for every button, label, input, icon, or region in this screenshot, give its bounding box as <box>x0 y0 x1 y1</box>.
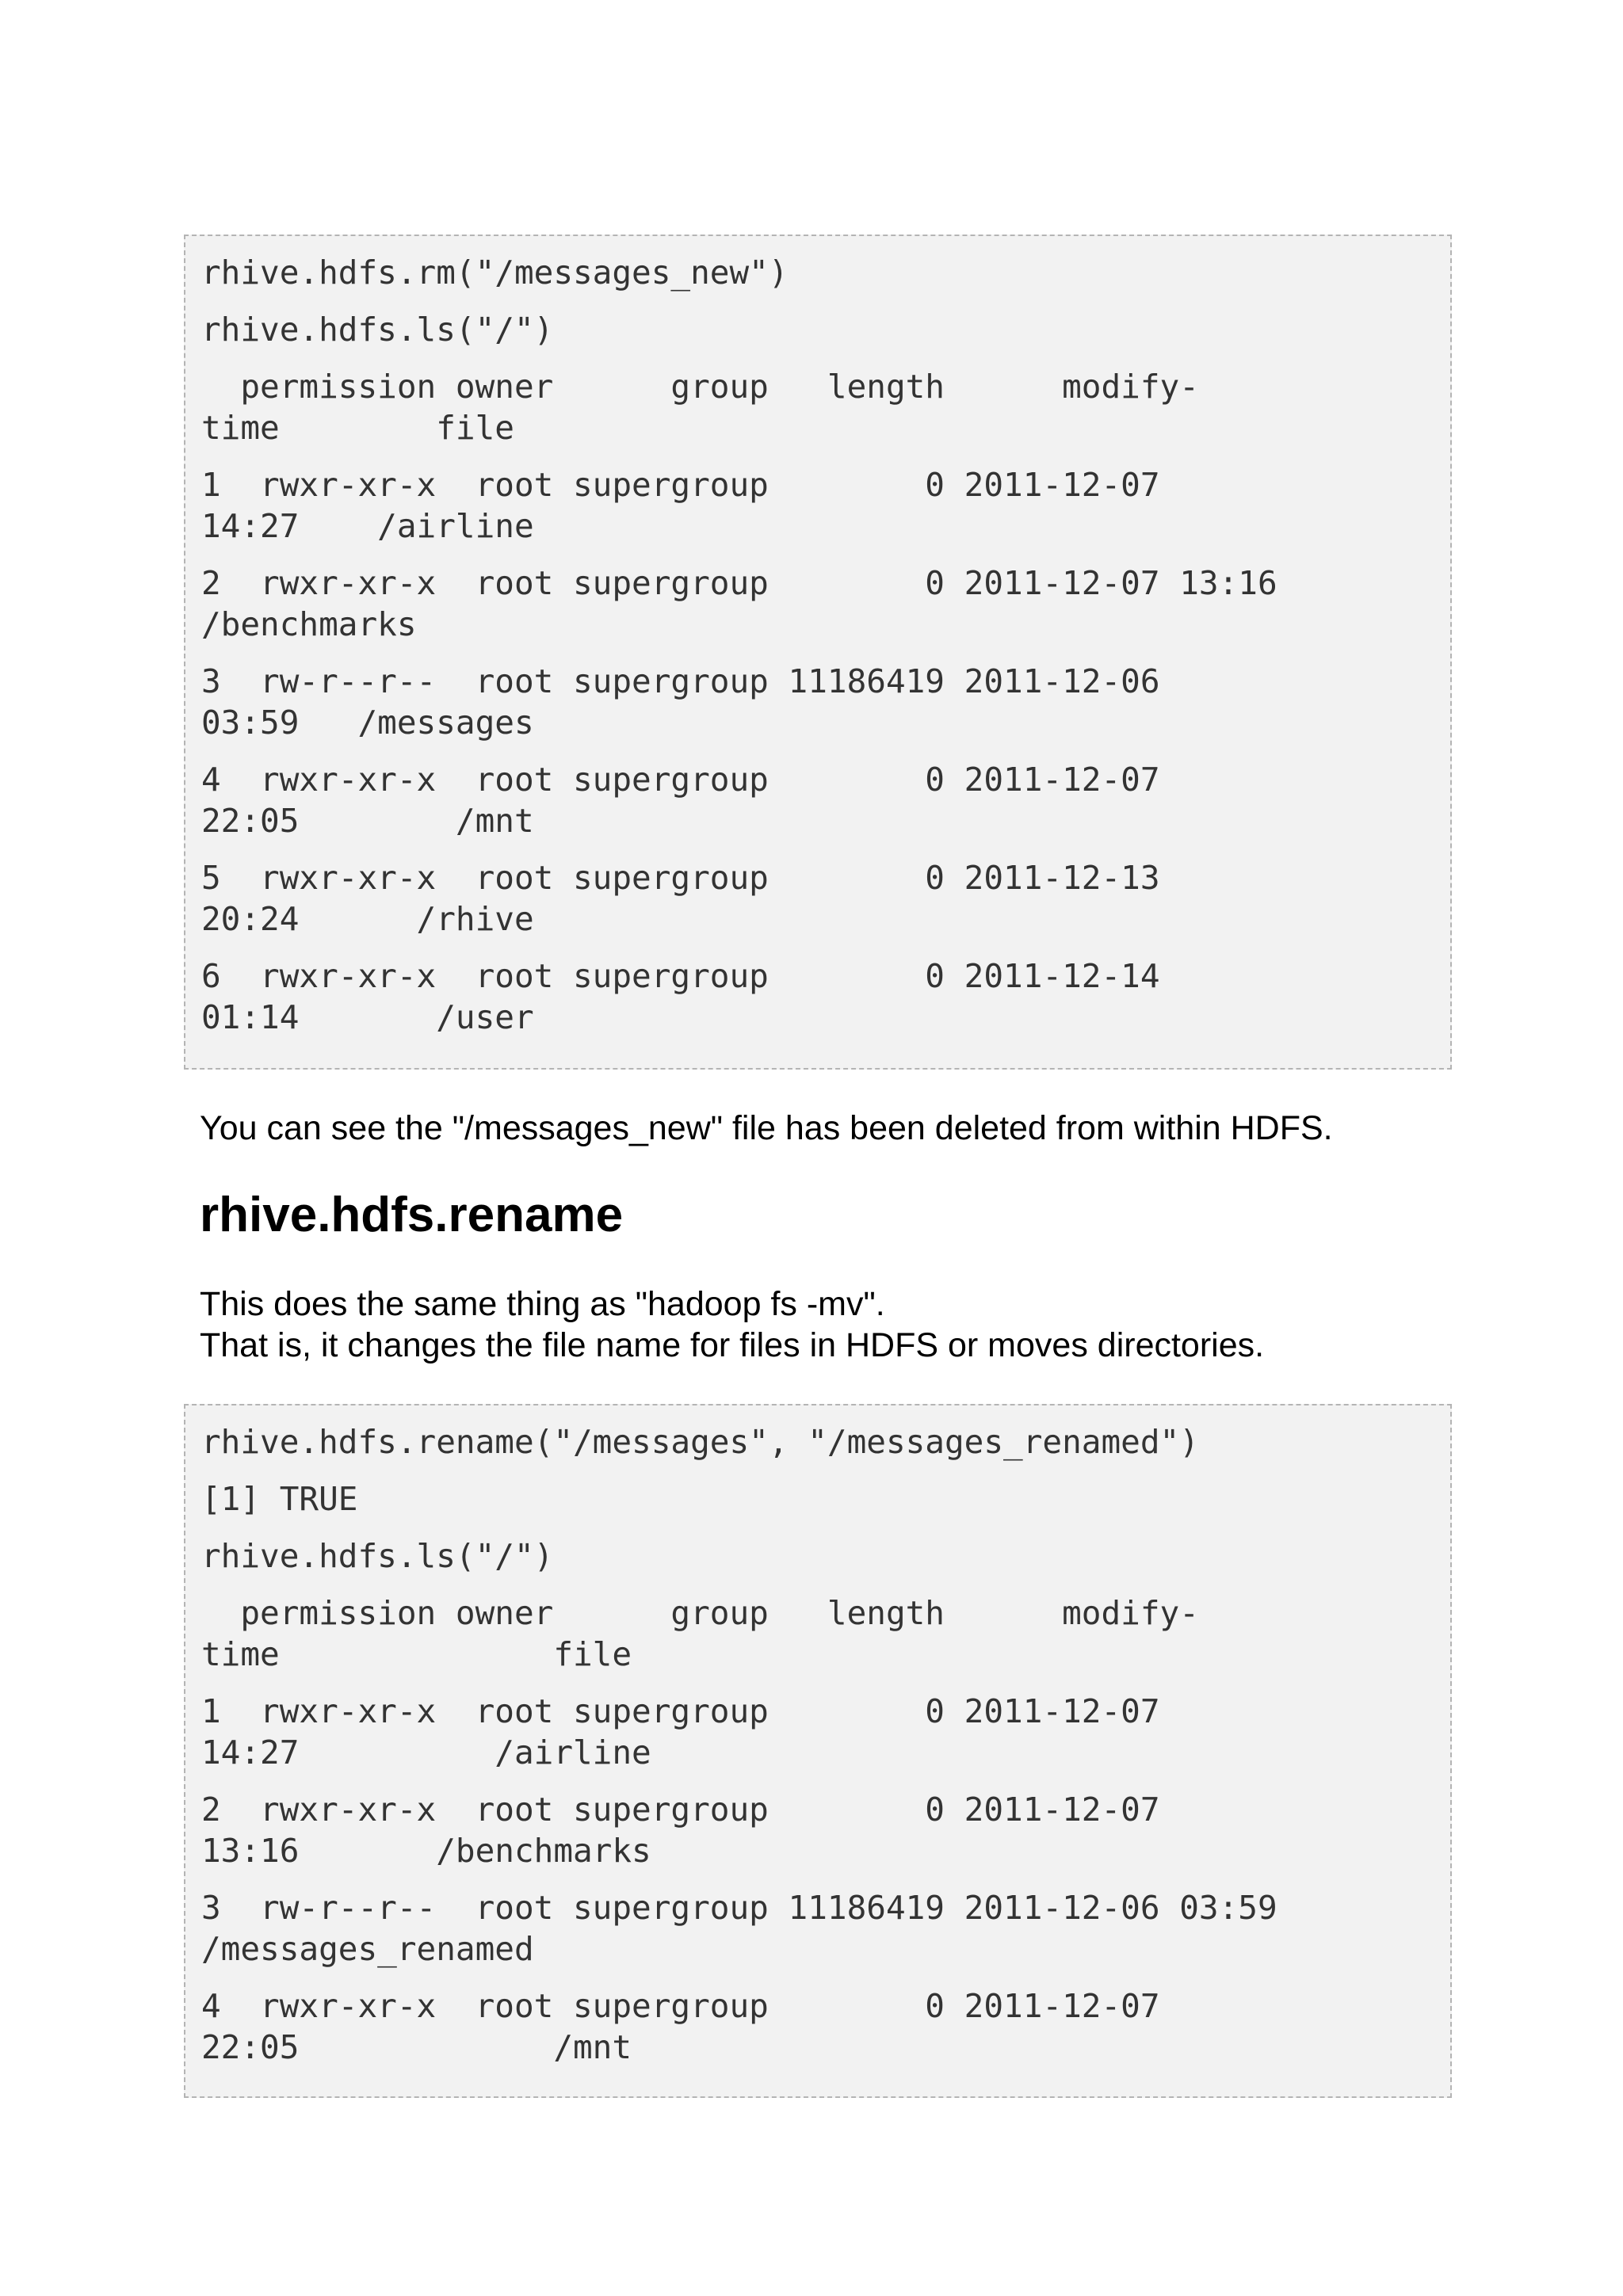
code-line: [1] TRUE <box>201 1480 358 1518</box>
code-line: 3 rw-r--r-- root supergroup 11186419 2011-12-06 03:59 /messages_renamed <box>201 1889 1277 1968</box>
code-block-rm <box>184 235 1452 1070</box>
code-line: 1 rwxr-xr-x root supergroup 0 2011-12-07 14:27 /airline <box>201 466 1160 545</box>
paragraph-rename-description: This does the same thing as "hadoop fs -mv". That is, it changes the file name for files in HDFS or moves directories. <box>200 1285 1265 1364</box>
code-line: rhive.hdfs.ls("/") <box>201 1537 554 1575</box>
section-heading: rhive.hdfs.rename <box>200 1188 624 1242</box>
code-line: 4 rwxr-xr-x root supergroup 0 2011-12-07 22:05 /mnt <box>201 1987 1160 2066</box>
code-line: 2 rwxr-xr-x root supergroup 0 2011-12-07 13:16 /benchmarks <box>201 564 1277 643</box>
code-line: rhive.hdfs.rename("/messages", "/messages_renamed") <box>201 1423 1199 1461</box>
code-line: 5 rwxr-xr-x root supergroup 0 2011-12-13 20:24 /rhive <box>201 859 1160 938</box>
code-line: 2 rwxr-xr-x root supergroup 0 2011-12-07 13:16 /benchmarks <box>201 1791 1160 1870</box>
paragraph-delete-note: You can see the "/messages_new" file has been deleted from within HDFS. <box>200 1109 1333 1147</box>
code-line: 4 rwxr-xr-x root supergroup 0 2011-12-07 22:05 /mnt <box>201 761 1160 840</box>
code-line: rhive.hdfs.rm("/messages_new") <box>201 254 789 292</box>
code-line: 1 rwxr-xr-x root supergroup 0 2011-12-07 14:27 /airline <box>201 1692 1160 1772</box>
code-line: rhive.hdfs.ls("/") <box>201 311 554 349</box>
code-line: 6 rwxr-xr-x root supergroup 0 2011-12-14 01:14 /user <box>201 957 1160 1036</box>
code-line: permission owner group length modify- time file <box>201 368 1199 447</box>
code-line: permission owner group length modify- time file <box>201 1594 1199 1673</box>
code-line: 3 rw-r--r-- root supergroup 11186419 2011-12-06 03:59 /messages <box>201 662 1160 742</box>
code-block-rename <box>184 1404 1452 2098</box>
